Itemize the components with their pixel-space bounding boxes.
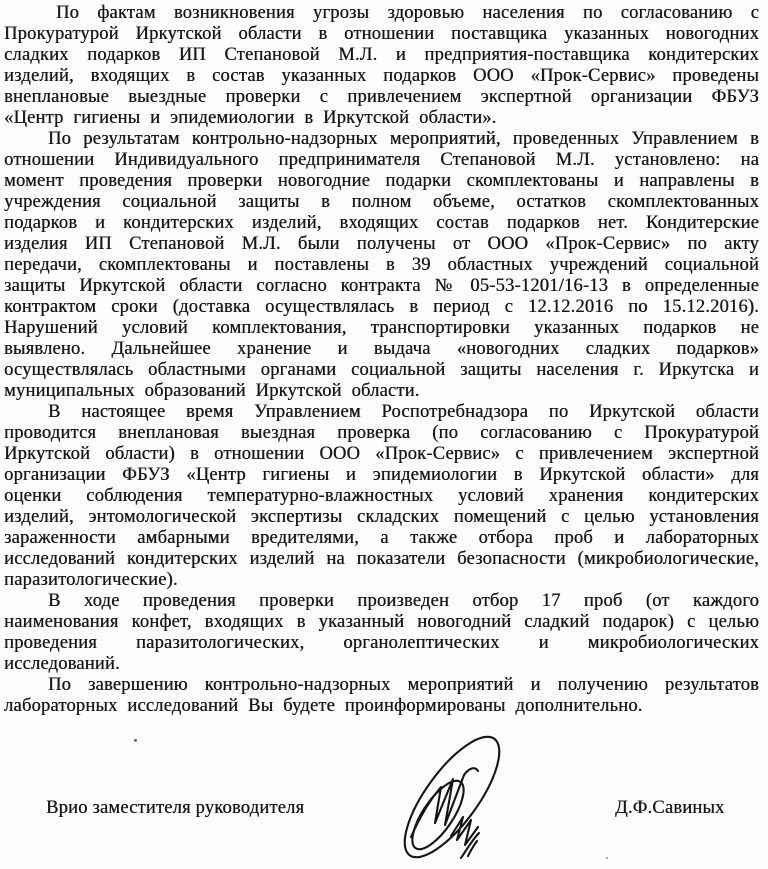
scan-speck bbox=[606, 857, 608, 859]
letter-paragraph: По завершению контрольно-надзорных мероприятий и получению результатов лабораторных исследований Вы будете проинформированы дополнительно. bbox=[4, 675, 759, 716]
letter-body bbox=[4, 3, 759, 717]
letter-paragraph: В ходе проведения проверки произведен отбор 17 проб (от каждого наименования конфет, входящих в указанный новогодний сладкий подарок) с целью проведения паразитологических, органолептических и микробиологических исследований. bbox=[4, 591, 759, 674]
letter-paragraph: По фактам возникновения угрозы здоровью населения по согласованию с Прокуратурой Иркутской области в отношении поставщика указанных новогодних сладких подарков ИП Степановой М.Л. и предприятия-поставщика кондитерских изделий, входящих в состав указанных подарков ООО «Прок-Сервис» проведены внеплановые выездные проверки с привлечением экспертной организации ФБУЗ «Центр гигиены и эпидемиологии в Иркутской области». bbox=[4, 3, 759, 128]
signer-title: Врио заместителя руководителя bbox=[46, 798, 305, 818]
handwritten-signature-icon bbox=[391, 735, 507, 866]
letter-paragraph: По результатам контрольно-надзорных мероприятий, проведенных Управлением в отношении Индивидуального предпринимателя Степановой М.Л. установлено: на момент проведения проверки новогодние подарки скомплектованы и направлены в учреждения социальной защиты в полном объеме, остатков скомплектованных подарков и кондитерских изделий, входящих состав подарков нет. Кондитерские изделия ИП Степановой М.Л. были получены от ООО «Прок-Сервис» по акту передачи, скомплектованы и поставлены в 39 областных учреждений социальной защиты Иркутской области согласно контракта № 05-53-1201/16-13 в определенные контрактом сроки (доставка осуществлялась в период с 12.12.2016 по 15.12.2016). Нарушений условий комплектования, транспортировки указанных подарков не выявлено. Дальнейшее хранение и выдача «новогодних сладких подарков» осуществлялась областными органами социальной защиты населения г. Иркутска и муниципальных образований Иркутской области. bbox=[4, 129, 759, 401]
letter-paragraph: В настоящее время Управлением Роспотребнадзора по Иркутской области проводится внеплановая выездная проверка (по согласованию с Прокуратурой Иркутской области) в отношении ООО «Прок-Сервис» с привлечением экспертной организации ФБУЗ «Центр гигиены и эпидемиологии в Иркутской области» для оценки соблюдения температурно-влажностных условий хранения кондитерских изделий, энтомологической экспертизы складских помещений с целью установления зараженности амбарными вредителями, а также отбора проб и лабораторных исследований кондитерских изделий на показатели безопасности (микробиологические, паразитологические). bbox=[4, 402, 759, 590]
signer-name: Д.Ф.Савиных bbox=[615, 798, 725, 818]
scan-speck bbox=[134, 739, 137, 742]
